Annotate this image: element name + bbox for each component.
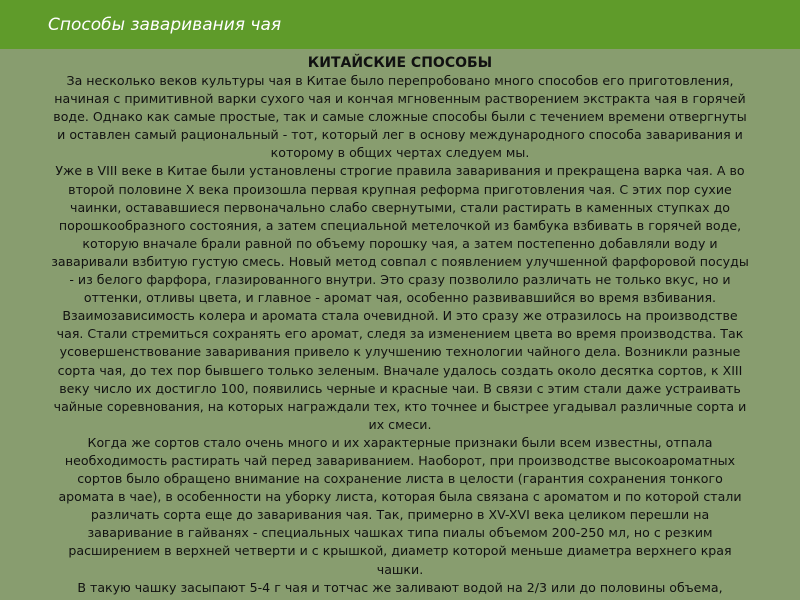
paragraph: За несколько веков культуры чая в Китае было перепробовано много способов его приготовления, начиная с примитивной варки сухого чая и кончая мгновенным растворением экстракта чая в горячей воде. Однако как самые простые, так и самые сложные способы были с течением времени отвергнуты и оставлен самый рациональный - тот, который лег в основу международного способа заваривания и которому в общих чертах следуем мы.: [53, 73, 747, 161]
section-heading: КИТАЙСКИЕ СПОСОБЫ: [307, 55, 493, 71]
paragraph: Уже в VIII веке в Китае были установлены строгие правила заваривания и прекращена варка чая. А во второй половине X века произошла первая крупная реформа приготовления чая. С этих пор сухие чаинки, остававшиеся первоначально слабо свернутыми, стали растирать в каменных ступках до порошкообразного состояния, а затем специальной метелочкой из бамбука взбивать в горячей воде, которую вначале брали равной по объему порошку чая, а затем постепенно добавляли воду и заваривали взбитую густую смесь. Новый метод совпал с появлением улучшенной фарфоровой посуды - из белого фарфора, глазированного внутри. Это сразу позволило различать не только вкус, но и оттенки, отливы цвета, и главное - аромат чая, особенно развивавшийся во время взбивания. Взаимозависимость колера и аромата стала очевидной. И это сразу же отразилось на производстве чая. Стали стремиться сохранять его аромат, следя за изменением цвета во время производства. Так усовершенствование заваривания привело к улучшению технологии чайного дела. Возникли разные сорта чая, до тех пор бывшего только зеленым. Вначале удалось создать около десятка сортов, к XIII веку число их достигло 100, появились черные и красные чаи. В связи с этим стали даже устраивать чайные соревнования, на которых награждали тех, кто точнее и быстрее угадывал различные сорта и их смеси.: [51, 163, 749, 432]
paragraph: Когда же сортов стало очень много и их характерные признаки были всем известны, отпала необходимость растирать чай перед завариванием. Наоборот, при производстве высокоароматных сортов было обращено внимание на сохранение листа в целости (гарантия сохранения тонкого аромата в чае), в особенности на уборку листа, которая была связана с ароматом и по которой стали различать сорта еще до заваривания чая. Так, примерно в XV-XVI века целиком перешли на заваривание в гайванях - специальных чашках типа пиалы объемом 200-250 мл, но с резким расширением в верхней четверти и с крышкой, диаметр которой меньше диаметра верхнего края чашки.: [58, 434, 742, 577]
paragraph: В такую чашку засыпают 5-4 г чая и тотчас же заливают водой на 2/3 или до половины объема,: [77, 579, 723, 595]
slide-title: Способы заваривания чая: [48, 15, 282, 35]
body-text: [50, 72, 750, 600]
